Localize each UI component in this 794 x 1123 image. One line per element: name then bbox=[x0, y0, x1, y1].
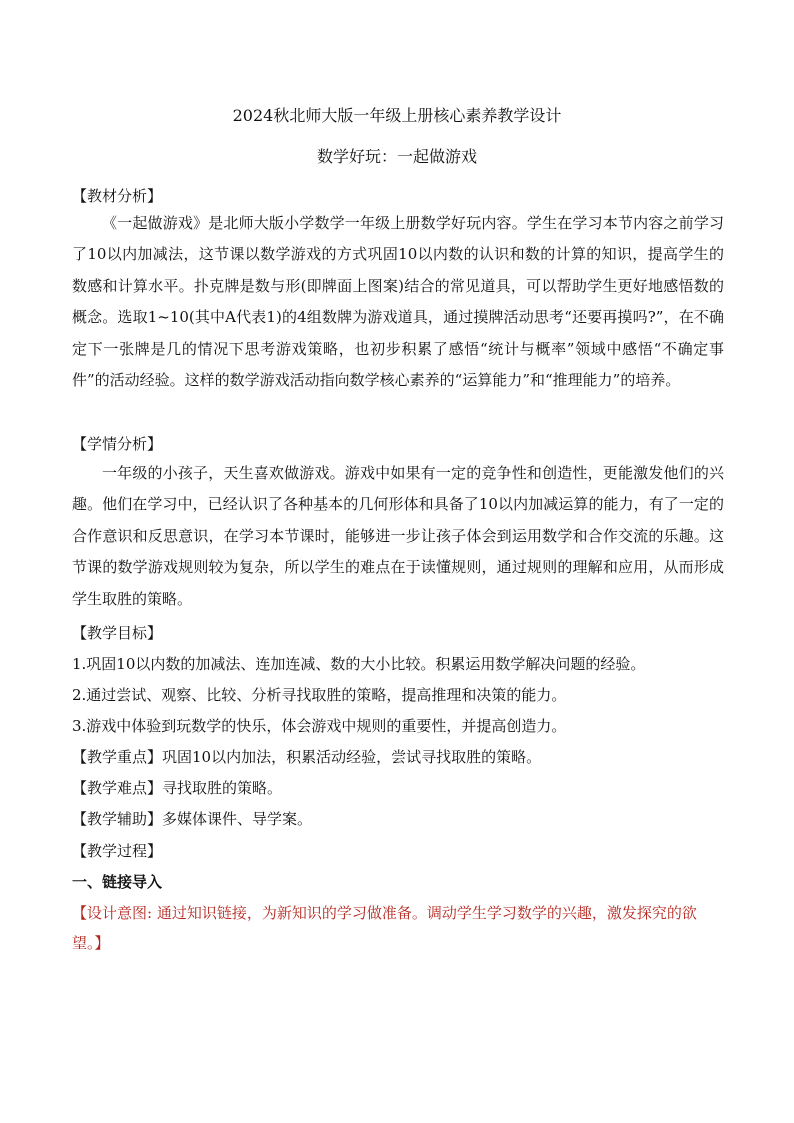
teaching-goal-1: 1.巩固10以内数的加减法、连加连减、数的大小比较。积累运用数学解决问题的经验。 bbox=[72, 655, 646, 673]
teaching-aids: 【教学辅助】多媒体课件、导学案。 bbox=[72, 810, 313, 828]
step-1-heading: 一、链接导入 bbox=[72, 873, 163, 891]
teaching-goals-heading: 【教学目标】 bbox=[72, 624, 163, 642]
difficulty: 【教学难点】寻找取胜的策略。 bbox=[72, 779, 283, 797]
student-analysis-heading: 【学情分析】 bbox=[72, 435, 163, 453]
design-intent: 【设计意图: 通过知识链接，为新知识的学习做准备。调动学生学习数学的兴趣，激发探究的欲望。】 bbox=[72, 904, 697, 952]
material-analysis-heading: 【教材分析】 bbox=[72, 187, 163, 205]
student-analysis-text: 一年级的小孩子，天生喜欢做游戏。游戏中如果有一定的竞争性和创造性，更能激发他们的兴趣。他们在学习中，已经认识了各种基本的几何形体和具备了10以内加减运算的能力，有了一定的合作意识和反思意识，在学习本节课时，能够进一步让孩子体会到运用数学和合作交流的乐趣。这节课的数学游戏规则较为复杂，所以学生的难点在于读懂规则，通过规则的理解和应用，从而形成学生取胜的策略。 bbox=[72, 464, 724, 608]
teaching-goal-3: 3.游戏中体验到玩数学的快乐，体会游戏中规则的重要性，并提高创造力。 bbox=[72, 717, 567, 735]
document-subtitle: 数学好玩：一起做游戏 bbox=[316, 147, 477, 166]
document-title: 2024秋北师大版一年级上册核心素养教学设计 bbox=[232, 106, 562, 125]
teaching-process-heading: 【教学过程】 bbox=[72, 842, 163, 860]
key-point: 【教学重点】巩固10以内加法，积累活动经验，尝试寻找取胜的策略。 bbox=[72, 748, 542, 766]
teaching-goal-2: 2.通过尝试、观察、比较、分析寻找取胜的策略，提高推理和决策的能力。 bbox=[72, 686, 567, 704]
material-analysis-text: 《一起做游戏》是北师大版小学数学一年级上册数学好玩内容。学生在学习本节内容之前学习了10以内加减法，这节课以数学游戏的方式巩固10以内数的认识和数的计算的知识，提高学生的数感和计算水平。扑克牌是数与形(即牌面上图案)结合的常见道具，可以帮助学生更好地感悟数的概念。选取1~10(其中A代表1)的4组数牌为游戏道具，通过摸牌活动思考“还要再摸吗?”，在不确定下一张牌是几的情况下思考游戏策略，也初步积累了感悟“统计与概率”领域中感悟“不确定事件”的活动经验。这样的数学游戏活动指向数学核心素养的“运算能力”和“推理能力”的培养。 bbox=[72, 214, 724, 390]
